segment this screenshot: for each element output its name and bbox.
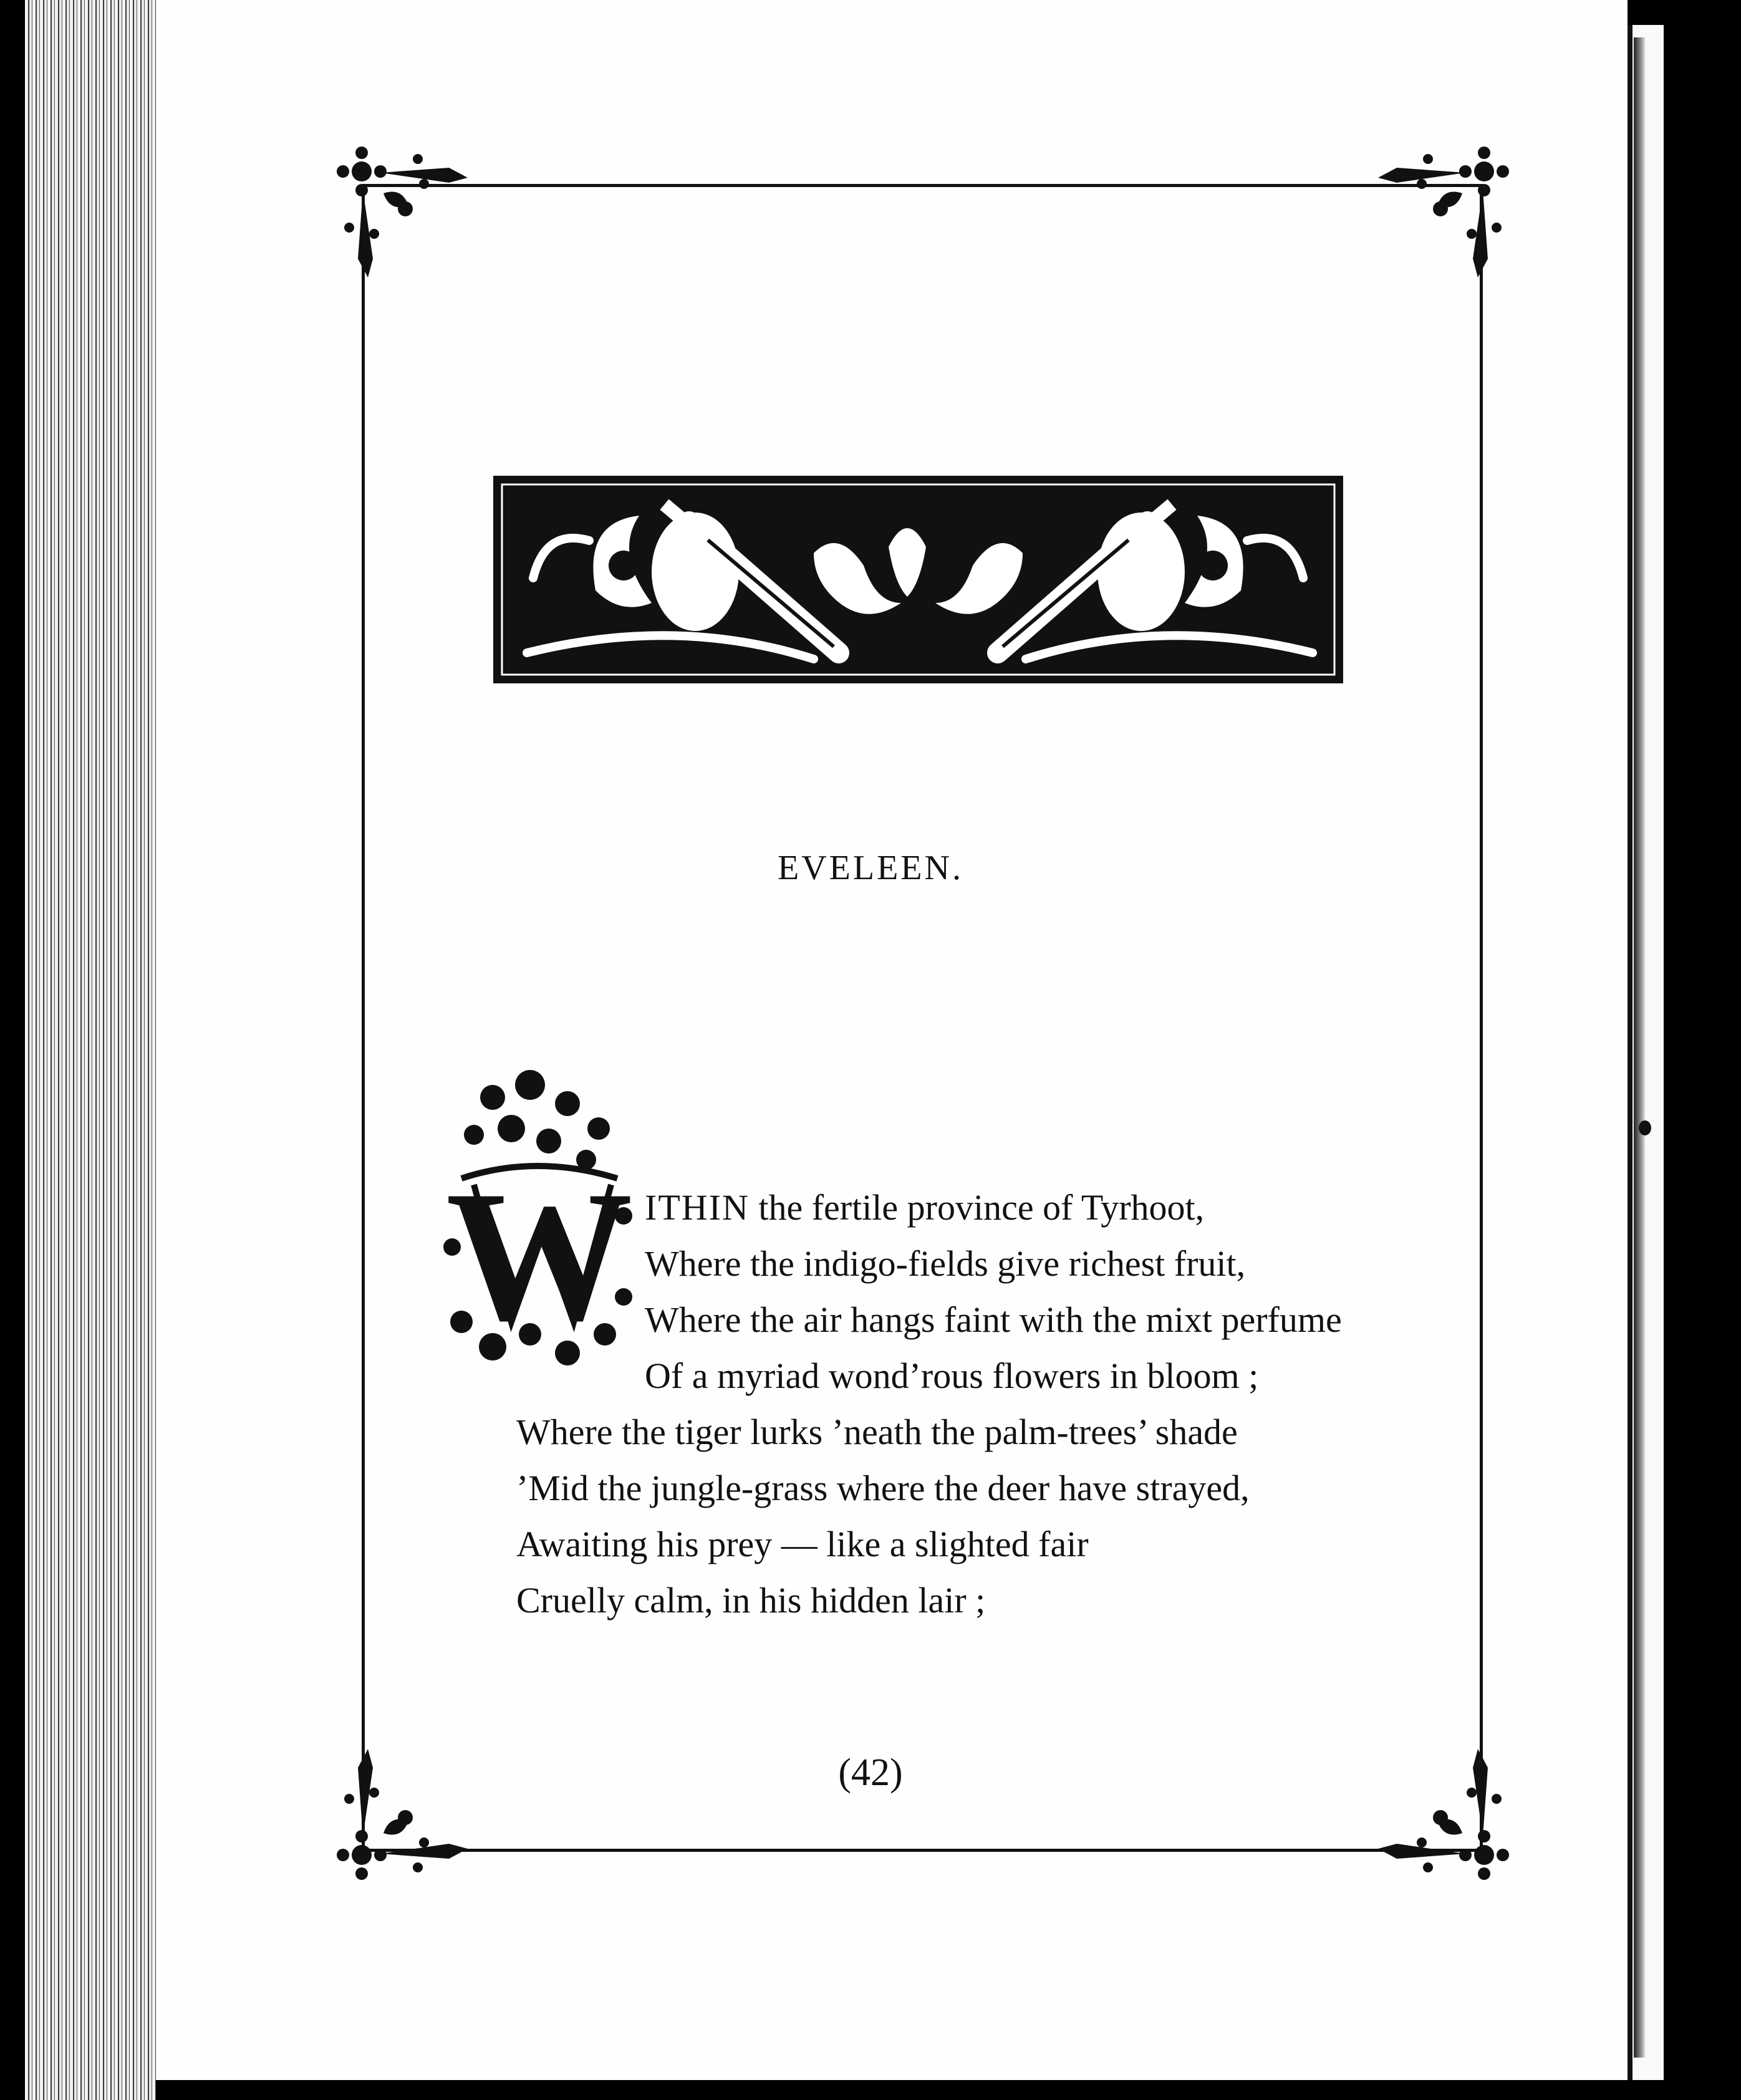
poem-line-6	[516, 1460, 1452, 1516]
corner-ornament-top-left	[324, 134, 486, 296]
poem-line-2	[516, 1236, 1452, 1292]
binding-mark	[1639, 1120, 1651, 1135]
crossed-swords-banner	[490, 472, 1347, 687]
poem-line-text: Of a myriad wond’rous flowers in bloom ;	[645, 1356, 1259, 1396]
poem-line-text: Where the tiger lurks ’neath the palm-trees’ shade	[516, 1412, 1238, 1452]
poem-line-text: Cruelly calm, in his hidden lair ;	[516, 1580, 986, 1621]
page-number: (42)	[838, 1751, 903, 1794]
corner-ornament-top-right	[1359, 134, 1522, 296]
poem-body	[516, 1180, 1452, 1629]
poem-line-text: the fertile province of Tyrhoot,	[749, 1187, 1205, 1228]
poem-line-3	[516, 1292, 1452, 1348]
poem-line-5	[516, 1404, 1452, 1460]
poem-line-first-word: ITHIN	[645, 1187, 750, 1228]
poem-line-4	[516, 1348, 1452, 1404]
poem-line-1	[516, 1180, 1452, 1236]
poem-title: EVELEEN.	[778, 849, 963, 887]
poem-line-8	[516, 1573, 1452, 1629]
poem-line-text: ’Mid the jungle-grass where the deer have strayed,	[516, 1468, 1250, 1508]
poem-line-text: Where the air hangs faint with the mixt perfume	[645, 1299, 1342, 1340]
dropcap-letter: W	[446, 1152, 633, 1359]
poem-line-7	[516, 1516, 1452, 1573]
poem-line-text: Awaiting his prey — like a slighted fair	[516, 1524, 1089, 1564]
poem-line-text: Where the indigo-fields give richest fruit,	[645, 1243, 1246, 1284]
